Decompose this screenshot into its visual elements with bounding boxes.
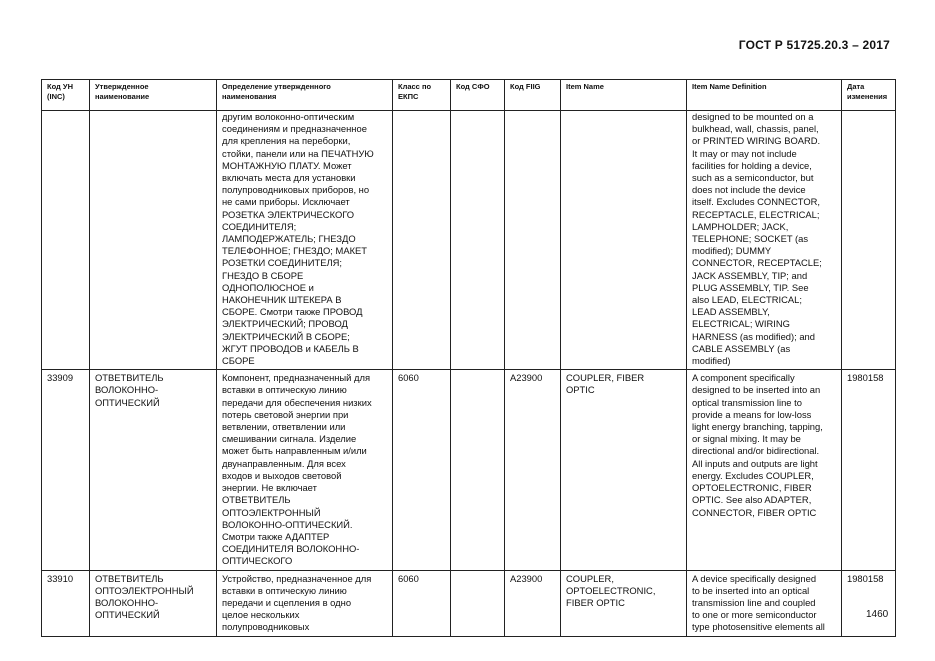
cell-sfo: [451, 111, 505, 370]
col-header-approved-name: Утвержденное наименование: [90, 80, 217, 111]
cell-item-definition: A component specifically designed to be inserted into an optical transmission line to provide a means for low-loss light energy branching, tapping, or signal mixing. It may be directional and/or bidirectional. All inputs and outputs are light energy. Excludes COUPLER, OPTOELECTRONIC, FIBER OPTIC. See also ADAPTER, CONNECTOR, FIBER OPTIC: [687, 370, 842, 570]
table-header-row: [42, 80, 896, 111]
cell-date: 1980158: [842, 370, 896, 570]
cell-class: 6060: [393, 370, 451, 570]
cell-inc: [42, 111, 90, 370]
cell-definition-ru: другим волоконно-оптическим соединениям и предназначенное для крепления на переборки, стойки, панели или на ПЕЧАТНУЮ МОНТАЖНУЮ ПЛАТУ. Может включать места для установки полупроводниковых приборов, но не сами приборы. Исключает РОЗЕТКА ЭЛЕКТРИЧЕСКОГО СОЕДИНИТЕЛЯ; ЛАМПОДЕРЖАТЕЛЬ; ГНЕЗДО ТЕЛЕФОННОЕ; ГНЕЗДО; МАКЕТ РОЗЕТКИ СОЕДИНИТЕЛЯ; ГНЕЗДО В СБОРЕ ОДНОПОЛЮСНОЕ и НАКОНЕЧНИК ШТЕКЕРА В СБОРЕ. Смотри также ПРОВОД ЭЛЕКТРИЧЕСКИЙ; ПРОВОД ЭЛЕКТРИЧЕСКИЙ В СБОРЕ; ЖГУТ ПРОВОДОВ и КАБЕЛЬ В СБОРЕ: [217, 111, 393, 370]
table-row: [42, 370, 896, 570]
cell-definition-ru: Компонент, предназначенный для вставки в оптическую линию передачи для обеспечения низких потерь световой энергии при ветвлении, ответвлении или смешивании сигнала. Изделие может быть направленным и/или двунаправленным. Для всех входов и выходов световой энергии. Не включает ОТВЕТВИТЕЛЬ ОПТОЭЛЕКТРОННЫЙ ВОЛОКОННО-ОПТИЧЕСКИЙ. Смотри также АДАПТЕР СОЕДИНИТЕЛЯ ВОЛОКОННО- ОПТИЧЕСКОГО: [217, 370, 393, 570]
cell-approved-name: [90, 111, 217, 370]
cell-sfo: [451, 370, 505, 570]
document-code: ГОСТ Р 51725.20.3 – 2017: [738, 38, 890, 52]
table-row: [42, 111, 896, 370]
cell-item-name: COUPLER, OPTOELECTRONIC, FIBER OPTIC: [561, 570, 687, 636]
col-header-definition-ru: Определение утвержденного наименования: [217, 80, 393, 111]
cell-fiig: [505, 111, 561, 370]
classification-table: [41, 79, 896, 637]
cell-date: 1980158: [842, 570, 896, 636]
col-header-item-name: Item Name: [561, 80, 687, 111]
cell-inc: 33910: [42, 570, 90, 636]
col-header-fiig: Код FIIG: [505, 80, 561, 111]
cell-definition-ru: Устройство, предназначенное для вставки в оптическую линию передачи и сцепления в одно целое нескольких полупроводниковых: [217, 570, 393, 636]
cell-approved-name: ОТВЕТВИТЕЛЬ ВОЛОКОННО- ОПТИЧЕСКИЙ: [90, 370, 217, 570]
cell-approved-name: ОТВЕТВИТЕЛЬ ОПТОЭЛЕКТРОННЫЙ ВОЛОКОННО- ОПТИЧЕСКИЙ: [90, 570, 217, 636]
table-row: [42, 570, 896, 636]
col-header-date: Дата изменения: [842, 80, 896, 111]
cell-fiig: A23900: [505, 370, 561, 570]
cell-item-definition: A device specifically designed to be inserted into an optical transmission line and coupled to one or more semiconductor type photosensitive elements all: [687, 570, 842, 636]
cell-sfo: [451, 570, 505, 636]
col-header-item-definition: Item Name Definition: [687, 80, 842, 111]
cell-inc: 33909: [42, 370, 90, 570]
col-header-sfo: Код СФО: [451, 80, 505, 111]
cell-class: [393, 111, 451, 370]
cell-item-name: COUPLER, FIBER OPTIC: [561, 370, 687, 570]
cell-fiig: A23900: [505, 570, 561, 636]
col-header-class: Класс по ЕКПС: [393, 80, 451, 111]
cell-class: 6060: [393, 570, 451, 636]
cell-item-definition: designed to be mounted on a bulkhead, wall, chassis, panel, or PRINTED WIRING BOARD. It may or may not include facilities for holding a device, such as a semiconductor, but does not include the device itself. Excludes CONNECTOR, RECEPTACLE, ELECTRICAL; LAMPHOLDER; JACK, TELEPHONE; SOCKET (as modified); DUMMY CONNECTOR, RECEPTACLE; JACK ASSEMBLY, TIP; and PLUG ASSEMBLY, TIP. See also LEAD, ELECTRICAL; LEAD ASSEMBLY, ELECTRICAL; WIRING HARNESS (as modified); and CABLE ASSEMBLY (as modified): [687, 111, 842, 370]
cell-item-name: [561, 111, 687, 370]
cell-date: [842, 111, 896, 370]
page-number: 1460: [866, 609, 889, 620]
col-header-inc: Код УН (INC): [42, 80, 90, 111]
